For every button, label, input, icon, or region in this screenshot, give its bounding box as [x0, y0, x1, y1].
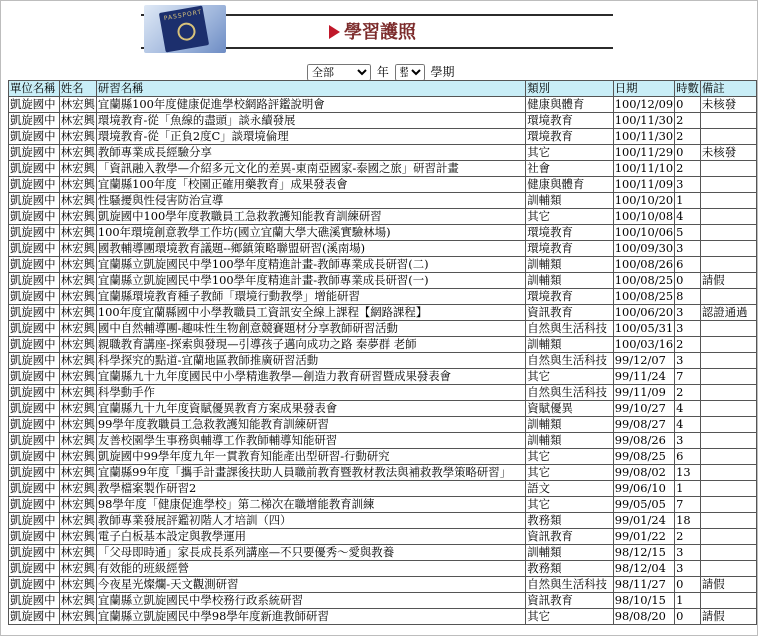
- cell-name: 林宏興: [60, 417, 95, 431]
- column-header-date: 日期: [613, 81, 674, 97]
- cell-date: 99/08/26: [613, 433, 674, 449]
- cell-hours: 1: [675, 593, 701, 609]
- cell-name: 林宏興: [60, 401, 95, 415]
- cell-category: 訓輔類: [526, 193, 613, 209]
- cell-category: 資訊教育: [526, 305, 613, 321]
- cell-course: 98學年度「健康促進學校」第二梯次在職增能教育訓練: [96, 497, 525, 513]
- cell-hours: 2: [675, 161, 701, 177]
- cell-note: 未核發: [700, 145, 756, 161]
- passport-image: [144, 5, 226, 53]
- cell-category: 訓輔類: [526, 257, 613, 273]
- column-header-course: 研習名稱: [96, 81, 525, 97]
- cell-category: 訓輔類: [526, 273, 613, 289]
- cell-category: 訓輔類: [526, 433, 613, 449]
- cell-name: 林宏興: [60, 593, 95, 607]
- cell-course: 100年度宜蘭縣國中小學教職員工資訊安全線上課程【網路課程】: [96, 305, 525, 321]
- table-row: [9, 545, 757, 561]
- passport-book-icon: [159, 5, 209, 52]
- table-row: [9, 321, 757, 337]
- cell-category: 健康與體育: [526, 97, 613, 113]
- cell-date: 100/05/31: [614, 321, 674, 335]
- table-row: [9, 337, 757, 353]
- cell-date: 100/08/25: [614, 289, 674, 303]
- cell-category: 教務類: [526, 561, 613, 577]
- cell-hours: 3: [675, 241, 701, 257]
- page-title-text: 學習護照: [344, 22, 416, 43]
- cell-note: [700, 209, 756, 225]
- cell-unit: 凱旋國中: [9, 225, 60, 241]
- cell-date: 100/09/30: [614, 241, 674, 255]
- cell-unit: 凱旋國中: [9, 193, 60, 209]
- table-row: [9, 161, 757, 177]
- cell-name: 林宏興: [60, 433, 95, 447]
- cell-name: 林宏興: [60, 209, 95, 223]
- cell-category: 訓輔類: [526, 545, 613, 561]
- cell-date: 100/10/06: [614, 225, 674, 239]
- cell-hours: 2: [675, 385, 701, 401]
- cell-unit: 凱旋國中: [9, 97, 60, 113]
- cell-category: 其它: [526, 369, 613, 385]
- cell-unit: 凱旋國中: [9, 369, 60, 385]
- cell-category: 自然與生活科技: [526, 321, 613, 337]
- cell-note: [700, 401, 756, 417]
- cell-category: 其它: [526, 449, 613, 465]
- cell-note: [700, 465, 756, 481]
- cell-note: 請假: [700, 577, 756, 593]
- cell-hours: 13: [675, 465, 701, 481]
- cell-course: 今夜星光燦爛-天文觀測研習: [96, 577, 525, 593]
- cell-date: 99/08/25: [613, 449, 674, 465]
- term-label: 學期: [430, 65, 455, 79]
- cell-course: 宜蘭縣九十九年度國民中小學精進教學—創造力教育研習暨成果發表會: [96, 369, 525, 385]
- cell-course: 教師專業發展評鑑初階人才培訓（四）: [96, 513, 525, 529]
- table-row: [9, 305, 757, 321]
- table-row: [9, 401, 757, 417]
- records-table: [8, 80, 757, 625]
- cell-date: 100/03/16: [614, 337, 674, 351]
- cell-note: [700, 433, 756, 449]
- cell-name: 林宏興: [60, 449, 95, 463]
- cell-course: 友善校園學生事務與輔導工作教師輔導知能研習: [96, 433, 525, 449]
- cell-course: 宜蘭縣立凱旋國民中學100學年度精進計畫-教師專業成長研習(二): [96, 257, 525, 273]
- cell-unit: 凱旋國中: [9, 305, 60, 321]
- cell-course: 環境教育-從「正負2度C」談環境倫理: [96, 129, 525, 145]
- cell-hours: 0: [675, 609, 701, 625]
- cell-hours: 3: [675, 433, 701, 449]
- cell-unit: 凱旋國中: [9, 289, 60, 305]
- cell-hours: 3: [675, 561, 701, 577]
- cell-unit: 凱旋國中: [9, 609, 60, 625]
- cell-hours: 1: [675, 193, 701, 209]
- cell-hours: 4: [675, 401, 701, 417]
- table-row: [9, 497, 757, 513]
- cell-name: 林宏興: [60, 241, 95, 255]
- table-row: [9, 369, 757, 385]
- cell-date: 98/12/15: [613, 545, 674, 561]
- table-row: [9, 593, 757, 609]
- cell-category: 其它: [526, 145, 613, 161]
- cell-hours: 3: [675, 321, 701, 337]
- cell-date: 99/10/27: [613, 401, 674, 417]
- cell-note: [700, 241, 756, 257]
- cell-name: 林宏興: [60, 529, 95, 543]
- cell-unit: 凱旋國中: [9, 545, 60, 561]
- cell-note: [700, 129, 756, 145]
- cell-course: 宜蘭縣立凱旋國民中學校務行政系統研習: [96, 593, 525, 609]
- cell-category: 環境教育: [526, 129, 613, 145]
- cell-date: 99/08/27: [613, 417, 674, 433]
- cell-course: 宜蘭縣立凱旋國民中學98學年度新進教師研習: [96, 609, 525, 625]
- cell-unit: 凱旋國中: [9, 337, 60, 353]
- cell-hours: 3: [675, 305, 701, 321]
- table-row: [9, 241, 757, 257]
- cell-hours: 0: [675, 97, 701, 113]
- cell-note: [700, 561, 756, 577]
- column-header-note: 備註: [700, 81, 756, 97]
- cell-hours: 1: [675, 481, 701, 497]
- cell-date: 100/06/20: [614, 305, 674, 319]
- cell-note: [700, 513, 756, 529]
- cell-name: 林宏興: [60, 129, 95, 143]
- cell-date: 100/08/26: [614, 257, 674, 271]
- cell-note: [700, 289, 756, 305]
- cell-note: [700, 497, 756, 513]
- cell-course: 宜蘭縣99年度「攜手計畫課後扶助人員職前教育暨教材教法與補救教學策略研習」: [96, 465, 525, 481]
- cell-category: 其它: [526, 609, 613, 625]
- cell-note: [700, 321, 756, 337]
- cell-name: 林宏興: [60, 353, 95, 367]
- cell-course: 凱旋國中100學年度教職員工急救教護知能教育訓練研習: [96, 209, 525, 225]
- cell-note: [700, 257, 756, 273]
- cell-name: 林宏興: [60, 513, 95, 527]
- cell-hours: 2: [675, 129, 701, 145]
- cell-hours: 3: [675, 353, 701, 369]
- cell-name: 林宏興: [60, 321, 95, 335]
- cell-note: [700, 225, 756, 241]
- cell-unit: 凱旋國中: [9, 353, 60, 369]
- cell-note: [700, 417, 756, 433]
- cell-course: 教師專業成長經驗分享: [96, 145, 525, 161]
- cell-category: 環境教育: [526, 241, 613, 257]
- cell-name: 林宏興: [60, 305, 95, 319]
- cell-name: 林宏興: [60, 97, 95, 111]
- cell-unit: 凱旋國中: [9, 417, 60, 433]
- cell-name: 林宏興: [60, 545, 95, 559]
- cell-date: 99/05/05: [613, 497, 674, 513]
- cell-name: 林宏興: [60, 497, 95, 511]
- cell-date: 100/08/25: [614, 273, 674, 287]
- filter-bar: [307, 63, 457, 81]
- title-arrow-icon: [329, 25, 340, 39]
- table-row: [9, 97, 757, 113]
- cell-category: 環境教育: [526, 113, 613, 129]
- column-header-unit: 單位名稱: [9, 81, 60, 97]
- cell-category: 教務類: [526, 513, 613, 529]
- table-body: [9, 97, 757, 625]
- cell-course: 「資訊融入教學—介紹多元文化的差異-東南亞國家-泰國之旅」研習計畫: [96, 161, 525, 177]
- cell-note: [700, 113, 756, 129]
- cell-name: 林宏興: [60, 465, 95, 479]
- cell-category: 其它: [526, 209, 613, 225]
- cell-hours: 2: [675, 337, 701, 353]
- cell-note: [700, 545, 756, 561]
- cell-date: 100/11/10: [614, 161, 674, 175]
- cell-category: 訓輔類: [526, 337, 613, 353]
- cell-date: 100/11/29: [614, 145, 674, 159]
- cell-hours: 4: [675, 417, 701, 433]
- cell-unit: 凱旋國中: [9, 209, 60, 225]
- cell-category: 其它: [526, 465, 613, 481]
- cell-hours: 2: [675, 113, 701, 129]
- cell-course: 科學探究的點道-宜蘭地區教師推廣研習活動: [96, 353, 525, 369]
- cell-note: [700, 177, 756, 193]
- cell-course: 國教輔導團環境教育議題--鄉鎮策略聯盟研習(溪南場): [96, 241, 525, 257]
- table-row: [9, 225, 757, 241]
- cell-name: 林宏興: [60, 561, 95, 575]
- cell-note: [700, 385, 756, 401]
- cell-category: 自然與生活科技: [526, 385, 613, 401]
- cell-name: 林宏興: [60, 161, 95, 175]
- term-select[interactable]: [395, 64, 425, 81]
- cell-hours: 8: [675, 289, 701, 305]
- cell-category: 資賦優異: [526, 401, 613, 417]
- table-row: [9, 609, 757, 625]
- table-row: [9, 481, 757, 497]
- table-row: [9, 513, 757, 529]
- cell-date: 99/01/24: [613, 513, 674, 529]
- cell-note: [700, 369, 756, 385]
- cell-date: 100/11/30: [614, 113, 674, 127]
- table-row: [9, 273, 757, 289]
- cell-hours: 0: [675, 145, 701, 161]
- cell-date: 98/11/27: [613, 577, 674, 593]
- cell-category: 健康與體育: [526, 177, 613, 193]
- cell-name: 林宏興: [60, 481, 95, 495]
- cell-unit: 凱旋國中: [9, 161, 60, 177]
- cell-course: 宜蘭縣100年度「校園正確用藥教育」成果發表會: [96, 177, 525, 193]
- cell-hours: 3: [675, 177, 701, 193]
- cell-course: 99學年度教職員工急救教護知能教育訓練研習: [96, 417, 525, 433]
- cell-name: 林宏興: [60, 257, 95, 271]
- cell-date: 100/10/08: [614, 209, 674, 223]
- cell-name: 林宏興: [60, 113, 95, 127]
- cell-date: 98/12/04: [613, 561, 674, 577]
- cell-hours: 6: [675, 257, 701, 273]
- cell-unit: 凱旋國中: [9, 273, 60, 289]
- cell-unit: 凱旋國中: [9, 529, 60, 545]
- passport-text: PASSPORT: [163, 8, 203, 23]
- cell-category: 訓輔類: [526, 417, 613, 433]
- cell-unit: 凱旋國中: [9, 481, 60, 497]
- cell-note: [700, 161, 756, 177]
- cell-course: 「父母即時通」家長成長系列講座—不只要優秀～愛與教養: [96, 545, 525, 561]
- column-header-hours: 時數: [676, 81, 699, 95]
- cell-unit: 凱旋國中: [9, 113, 60, 129]
- cell-course: 電子白板基本設定與教學運用: [96, 529, 525, 545]
- cell-note: [700, 481, 756, 497]
- cell-course: 科學動手作: [96, 385, 525, 401]
- cell-name: 林宏興: [60, 369, 95, 383]
- cell-hours: 18: [675, 513, 701, 529]
- cell-unit: 凱旋國中: [9, 497, 60, 513]
- cell-hours: 7: [675, 369, 701, 385]
- cell-date: 98/10/15: [613, 593, 674, 609]
- table-row: [9, 561, 757, 577]
- cell-hours: 7: [675, 497, 701, 513]
- page-title: [329, 18, 416, 44]
- table-header-row: [9, 81, 757, 97]
- table-row: [9, 257, 757, 273]
- cell-course: 有效能的班級經營: [96, 561, 525, 577]
- cell-name: 林宏興: [60, 193, 95, 207]
- cell-unit: 凱旋國中: [9, 513, 60, 529]
- cell-name: 林宏興: [60, 337, 95, 351]
- cell-category: 資訊教育: [526, 593, 613, 609]
- cell-course: 凱旋國中99學年度九年一貫教育知能產出型研習-行動研究: [96, 449, 525, 465]
- cell-name: 林宏興: [60, 577, 95, 591]
- cell-unit: 凱旋國中: [9, 385, 60, 401]
- cell-hours: 3: [675, 545, 701, 561]
- table-row: [9, 113, 757, 129]
- cell-note: [700, 449, 756, 465]
- cell-unit: 凱旋國中: [9, 129, 60, 145]
- cell-unit: 凱旋國中: [9, 465, 60, 481]
- cell-name: 林宏興: [60, 177, 95, 191]
- cell-hours: 4: [675, 209, 701, 225]
- cell-course: 性騷擾與性侵害防治宣導: [96, 193, 525, 209]
- table-row: [9, 385, 757, 401]
- table-row: [9, 417, 757, 433]
- cell-course: 環境教育-從「魚線的盡頭」談永續發展: [96, 113, 525, 129]
- cell-note: [700, 193, 756, 209]
- cell-course: 教學檔案製作研習2: [96, 481, 525, 497]
- cell-note: 請假: [700, 273, 756, 289]
- cell-category: 自然與生活科技: [526, 577, 613, 593]
- cell-unit: 凱旋國中: [9, 561, 60, 577]
- cell-unit: 凱旋國中: [9, 145, 60, 161]
- cell-hours: 0: [675, 577, 701, 593]
- cell-name: 林宏興: [60, 609, 95, 623]
- cell-date: 98/08/20: [613, 609, 674, 625]
- cell-course: 宜蘭縣100年度健康促進學校網路評鑑說明會: [96, 97, 525, 113]
- passport-seal-icon: [176, 21, 197, 42]
- table-row: [9, 353, 757, 369]
- column-header-name: 姓名: [59, 81, 96, 97]
- cell-note: [700, 593, 756, 609]
- cell-course: 宜蘭縣九十九年度資賦優異教育方案成果發表會: [96, 401, 525, 417]
- cell-unit: 凱旋國中: [9, 593, 60, 609]
- table-row: [9, 145, 757, 161]
- cell-unit: 凱旋國中: [9, 401, 60, 417]
- cell-course: 100年環境創意教學工作坊(國立宜蘭大學大礁溪實驗林場): [96, 225, 525, 241]
- cell-name: 林宏興: [60, 273, 95, 287]
- cell-course: 宜蘭縣環境教育種子教師「環境行動教學」增能研習: [96, 289, 525, 305]
- cell-unit: 凱旋國中: [9, 257, 60, 273]
- cell-note: 認證通過: [700, 305, 756, 321]
- cell-date: 99/12/07: [613, 353, 674, 369]
- cell-name: 林宏興: [60, 145, 95, 159]
- table-row: [9, 465, 757, 481]
- table-row: [9, 289, 757, 305]
- cell-course: 宜蘭縣立凱旋國民中學100學年度精進計畫-教師專業成長研習(一): [96, 273, 525, 289]
- column-header-category: 類別: [526, 81, 613, 97]
- cell-unit: 凱旋國中: [9, 577, 60, 593]
- cell-category: 語文: [526, 481, 613, 497]
- cell-note: [700, 337, 756, 353]
- cell-category: 環境教育: [526, 225, 613, 241]
- table-row: [9, 433, 757, 449]
- cell-unit: 凱旋國中: [9, 449, 60, 465]
- cell-category: 自然與生活科技: [526, 353, 613, 369]
- table-row: [9, 529, 757, 545]
- cell-name: 林宏興: [60, 225, 95, 239]
- cell-date: 99/06/10: [613, 481, 674, 497]
- cell-date: 99/01/22: [613, 529, 674, 545]
- cell-date: 99/08/02: [613, 465, 674, 481]
- cell-date: 100/11/09: [614, 177, 674, 191]
- cell-date: 100/10/20: [614, 193, 674, 207]
- cell-date: 100/11/30: [614, 129, 674, 143]
- cell-course: 親職教育講座-探索與發現—引導孩子邁向成功之路 秦夢群 老師: [96, 337, 525, 353]
- cell-name: 林宏興: [60, 385, 95, 399]
- cell-name: 林宏興: [60, 289, 95, 303]
- cell-note: 未核發: [700, 97, 756, 113]
- cell-course: 國中自然輔導團-趣味性生物創意競賽題材分享教師研習活動: [96, 321, 525, 337]
- cell-unit: 凱旋國中: [9, 241, 60, 257]
- table-row: [9, 449, 757, 465]
- year-label: 年: [376, 65, 389, 79]
- cell-hours: 6: [675, 449, 701, 465]
- table-row: [9, 177, 757, 193]
- cell-category: 環境教育: [526, 289, 613, 305]
- table-row: [9, 209, 757, 225]
- cell-unit: 凱旋國中: [9, 177, 60, 193]
- cell-category: 資訊教育: [526, 529, 613, 545]
- cell-category: 其它: [526, 497, 613, 513]
- cell-note: [700, 353, 756, 369]
- cell-hours: 0: [675, 273, 701, 289]
- cell-date: 99/11/24: [613, 369, 674, 385]
- header: [141, 5, 613, 61]
- year-select[interactable]: [307, 64, 371, 81]
- cell-date: 99/11/09: [613, 385, 674, 401]
- table-row: [9, 577, 757, 593]
- table-row: [9, 193, 757, 209]
- cell-note: 請假: [700, 609, 756, 625]
- cell-hours: 5: [675, 225, 701, 241]
- cell-category: 社會: [526, 161, 613, 177]
- cell-date: 100/12/09: [614, 97, 674, 111]
- cell-hours: 2: [675, 529, 701, 545]
- table-row: [9, 129, 757, 145]
- cell-unit: 凱旋國中: [9, 433, 60, 449]
- cell-note: [700, 529, 756, 545]
- cell-unit: 凱旋國中: [9, 321, 60, 337]
